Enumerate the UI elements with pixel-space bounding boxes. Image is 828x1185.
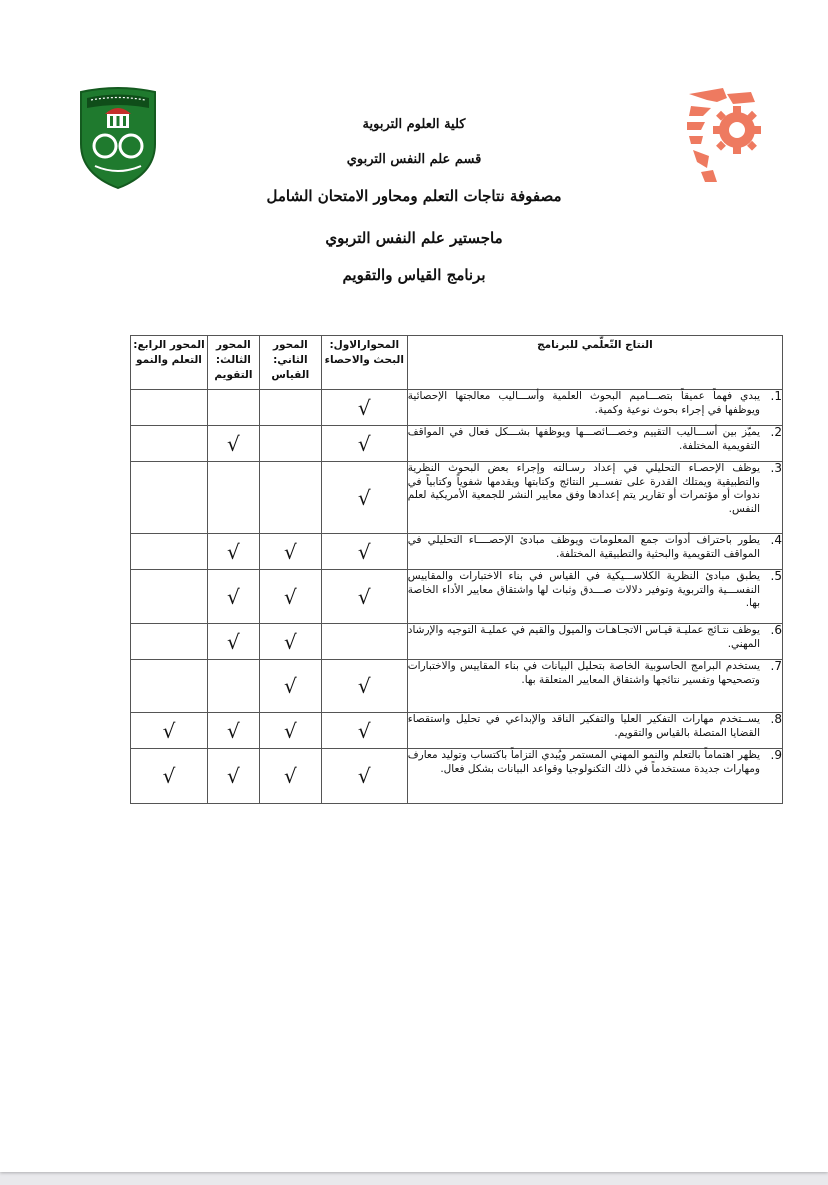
axis-1-cell (321, 713, 407, 749)
outcome-number: 7. (770, 659, 782, 673)
axis-4-cell (131, 570, 208, 624)
axis-3-cell (207, 462, 259, 534)
check-mark-icon: √ (357, 395, 371, 420)
header-axis-learning-growth: المحور الرابع: التعلم والنمو (131, 336, 208, 390)
check-mark-icon: √ (283, 629, 297, 654)
department-name: قسم علم النفس التربوي (346, 152, 482, 167)
header-outcome: النتاج التّعلّمي للبرنامج (407, 336, 782, 390)
header-axis-measurement: المحور الثاني: القياس (259, 336, 321, 390)
axis-3-cell (207, 713, 259, 749)
axis-3-cell (207, 570, 259, 624)
axis-3-cell (207, 749, 259, 804)
axis-3-cell (207, 624, 259, 660)
check-mark-icon: √ (162, 764, 176, 788)
axis-4-cell (131, 660, 208, 713)
axis-2-cell (259, 426, 321, 462)
outcome-cell (407, 713, 782, 749)
axis-2-cell (259, 390, 321, 426)
check-mark-icon: √ (227, 764, 240, 788)
outcome-number: 4. (770, 533, 782, 547)
axis-1-cell (321, 624, 407, 660)
check-mark-icon: √ (162, 718, 176, 743)
axis-4-cell (131, 624, 208, 660)
outcome-text: يظهر اهتماماً بالتعلم والنمو المهني المستمر ويُبدي التزاماً باكتساب وتوليد معارف ومهارات جديدة مستخدماً في ذلك التكنولوجيا وقواعد البيانات بشكل فعال. (407, 749, 760, 775)
check-mark-icon: √ (283, 584, 297, 609)
check-mark-icon: √ (283, 539, 297, 564)
axis-1-cell (321, 749, 407, 804)
header-axis-evaluation: المحور الثالث: التقويم (207, 336, 259, 390)
table-row (131, 660, 783, 713)
outcomes-matrix-table (130, 335, 783, 804)
axis-2-cell (259, 749, 321, 804)
outcome-cell (407, 660, 782, 713)
check-mark-icon: √ (357, 674, 371, 698)
check-mark-icon: √ (283, 718, 297, 743)
check-mark-icon: √ (357, 718, 371, 743)
table-row (131, 426, 783, 462)
outcome-cell (407, 390, 782, 426)
check-mark-icon: √ (227, 539, 240, 564)
university-logo-icon (77, 86, 159, 190)
check-mark-icon: √ (357, 485, 371, 510)
outcome-number: 9. (770, 748, 782, 762)
axis-2-cell (259, 624, 321, 660)
outcome-text: يطور باحتراف أدوات جمع المعلومات ويوظف مبادئ الإحصــــاء التحليلي في المواقف التقويمية والبحثية والتطبيقية المختلفة. (407, 534, 760, 560)
check-mark-icon: √ (227, 431, 240, 456)
outcome-cell (407, 624, 782, 660)
table-row (131, 534, 783, 570)
table-row (131, 390, 783, 426)
axis-4-cell (131, 426, 208, 462)
check-mark-icon: √ (357, 764, 371, 788)
axis-1-cell (321, 462, 407, 534)
outcome-number: 3. (770, 461, 782, 475)
table-row (131, 462, 783, 534)
table-row (131, 624, 783, 660)
axis-4-cell (131, 713, 208, 749)
axis-4-cell (131, 749, 208, 804)
outcome-text: يطبق مبادئ النظرية الكلاســـيكية في القياس في بناء الاختبارات والمقاييس النفســـية والتربوية وتوفير دلالات صـــدق وثبات لها واشتقاق معايير الأداء الخاصة بها. (407, 570, 760, 609)
axis-3-cell (207, 534, 259, 570)
axis-1-cell (321, 660, 407, 713)
outcome-number: 6. (770, 623, 782, 637)
outcome-cell (407, 570, 782, 624)
outcome-text: يبدي فهماً عميقاً بتصـــاميم البحوث العلمية وأســـاليب معالجتها الإحصائية ويوظفها في إجراء بحوث نوعية وكمية. (407, 390, 760, 416)
document-title: مصفوفة نتاجات التعلم ومحاور الامتحان الشامل (266, 187, 562, 205)
outcome-cell (407, 534, 782, 570)
outcome-text: يستخدم البرامج الحاسوبية الخاصة بتحليل البيانات في بناء المقاييس والاختبارات وتصحيحها وتفسير نتائجها واشتقاق المعايير المتعلقة بها. (407, 660, 760, 686)
axis-1-cell (321, 570, 407, 624)
axis-1-cell (321, 390, 407, 426)
outcome-cell (407, 462, 782, 534)
axis-2-cell (259, 660, 321, 713)
outcome-number: 1. (770, 389, 782, 403)
axis-3-cell (207, 660, 259, 713)
axis-1-cell (321, 426, 407, 462)
program-track: برنامج القياس والتقويم (342, 266, 486, 284)
gear-head-logo-icon (683, 86, 763, 186)
outcome-cell (407, 749, 782, 804)
axis-1-cell (321, 534, 407, 570)
check-mark-icon: √ (357, 539, 371, 564)
outcome-text: يســتخدم مهارات التفكير العليا والتفكير الناقد والإبداعي في تحليل واستقصاء القضايا المتصلة بالقياس والتقويم. (407, 713, 760, 739)
check-mark-icon: √ (227, 629, 240, 654)
check-mark-icon: √ (227, 718, 240, 743)
outcome-number: 2. (770, 425, 782, 439)
axis-3-cell (207, 390, 259, 426)
table-row (131, 570, 783, 624)
check-mark-icon: √ (227, 584, 240, 609)
check-mark-icon: √ (283, 764, 297, 788)
outcome-cell (407, 426, 782, 462)
outcome-number: 5. (770, 569, 782, 583)
program-degree: ماجستير علم النفس التربوي (325, 229, 503, 247)
check-mark-icon: √ (283, 674, 297, 698)
axis-2-cell (259, 570, 321, 624)
check-mark-icon: √ (357, 584, 371, 609)
outcome-text: يميّز بين أســـاليب التقييم وخصـــائصـــها ويوظفها بشـــكل فعال في المواقف التقويمية المختلفة. (407, 426, 760, 452)
table-header-row (131, 336, 783, 390)
axis-2-cell (259, 462, 321, 534)
axis-4-cell (131, 462, 208, 534)
axis-4-cell (131, 534, 208, 570)
axis-4-cell (131, 390, 208, 426)
outcome-text: يوظف نتـائج عمليـة قيـاس الاتجـاهـات والميول والقيم في عمليـة التوجيه والإرشاد المهني. (407, 624, 760, 650)
table-body (131, 390, 783, 804)
axis-2-cell (259, 713, 321, 749)
table-row (131, 749, 783, 804)
table-row (131, 713, 783, 749)
outcome-number: 8. (770, 712, 782, 726)
faculty-name: كلية العلوم التربوية (362, 117, 466, 132)
axis-2-cell (259, 534, 321, 570)
outcome-text: يوظف الإحصـاء التحليلي في إعداد رسـالته وإجراء بعض البحوث النظرية والتطبيقية ويمتلك القدرة على تفســير النتائج وكتابتها ويقدمها شفوياً وكتابياً في ندوات أو مؤتمرات أو تقارير يتم إعدادها وفق معايير النشر للجمعية الأمريكية لعلم النفس. (407, 462, 760, 515)
check-mark-icon: √ (357, 431, 371, 456)
header-axis-research-statistics: المحوارالاول: البحث والاحصاء (321, 336, 407, 390)
axis-3-cell (207, 426, 259, 462)
